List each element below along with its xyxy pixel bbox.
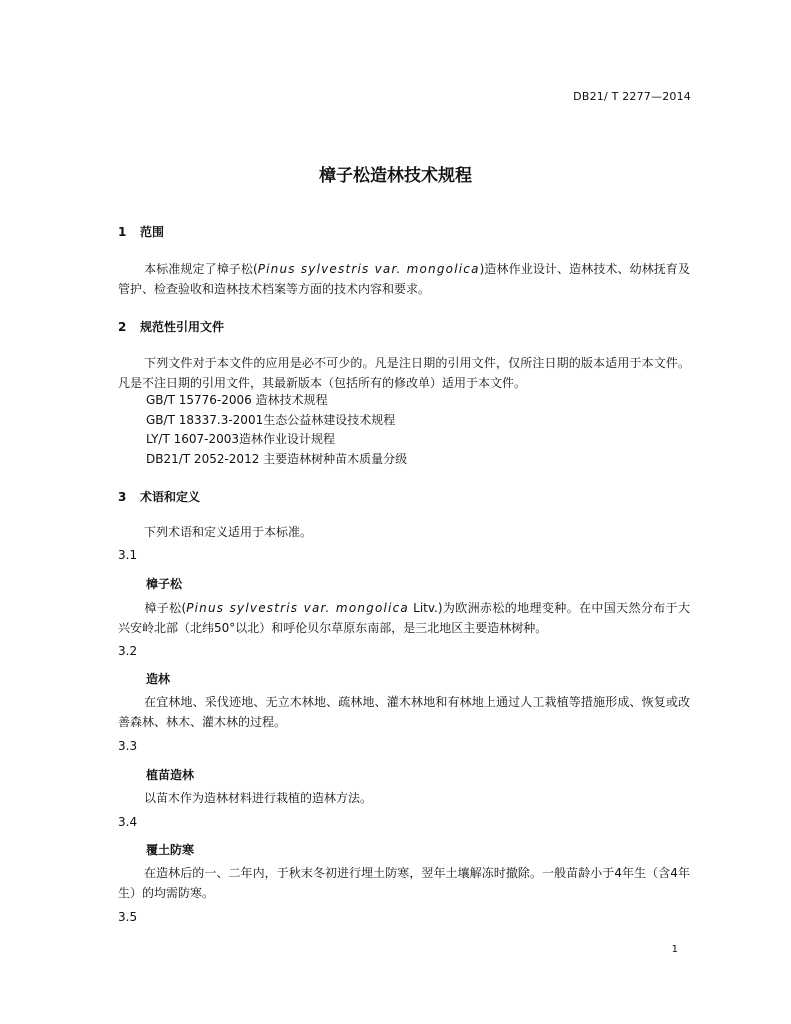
definition-text-post: Litv.)为欧洲赤松的地理变种。在中国天然分布于大兴安岭北部（北纬50°以北）和呼伦贝尔草原东南部，是三北地区主要造林树种。: [118, 601, 690, 635]
terms-intro: [118, 522, 690, 542]
section-number: 1: [118, 225, 127, 239]
scope-paragraph: [118, 259, 690, 299]
clause-number: 3.2: [118, 644, 138, 658]
reference-item: GB/T 18337.3-2001生态公益林建设技术规程: [146, 413, 396, 427]
clause-number: 3.3: [118, 739, 138, 753]
definition-latin-name: Pinus sylvestris var. mongolica: [186, 601, 409, 615]
term-name: 植苗造林: [146, 768, 195, 782]
section-title: 规范性引用文件: [140, 320, 225, 334]
clause-number: 3.1: [118, 548, 138, 562]
document-title: 樟子松造林技术规程: [319, 166, 472, 186]
definition-text-pre: 樟子松(: [144, 601, 187, 615]
term-name: 造林: [146, 672, 171, 686]
scope-text-post: )造林作业设计、造林技术、幼林抚育及管护、检查验收和造林技术档案等方面的技术内容和要求。: [118, 262, 691, 296]
reference-item: LY/T 1607-2003造林作业设计规程: [146, 432, 336, 446]
page-number: 1: [671, 944, 678, 955]
definition-text: 在造林后的一、二年内，于秋末冬初进行埋土防寒，翌年土壤解冻时撤除。一般苗龄小于4年生（含4年生）的均需防寒。: [118, 866, 690, 900]
term-definition: [118, 692, 690, 732]
section-number: 3: [118, 490, 127, 504]
term-name: 樟子松: [146, 577, 183, 591]
section-title: 范围: [140, 225, 165, 239]
terms-intro-text: 下列术语和定义适用于本标准。: [144, 525, 313, 539]
term-name: 覆土防寒: [146, 843, 195, 857]
section-heading-terms: [118, 488, 200, 505]
definition-text: 以苗木作为造林材料进行栽植的造林方法。: [144, 791, 373, 805]
scope-text-pre: 本标准规定了樟子松(: [144, 262, 258, 276]
standard-code: DB21/ T 2277—2014: [573, 90, 691, 103]
clause-number: 3.4: [118, 815, 138, 829]
normative-intro-text: 下列文件对于本文件的应用是必不可少的。凡是注日期的引用文件，仅所注日期的版本适用于本文件。凡是不注日期的引用文件，其最新版本（包括所有的修改单）适用于本文件。: [118, 356, 690, 390]
term-definition: [118, 598, 690, 638]
section-title: 术语和定义: [140, 490, 201, 504]
normative-intro: [118, 353, 690, 393]
term-definition: [118, 863, 690, 903]
scope-latin-name: Pinus sylvestris var. mongolica: [257, 262, 480, 276]
term-definition: [118, 788, 690, 808]
section-heading-scope: [118, 223, 164, 240]
reference-item: DB21/T 2052-2012 主要造林树种苗木质量分级: [146, 452, 408, 466]
section-heading-normative: [118, 318, 224, 335]
reference-item: GB/T 15776-2006 造林技术规程: [146, 393, 328, 407]
definition-text: 在宜林地、采伐迹地、无立木林地、疏林地、灌木林地和有林地上通过人工栽植等措施形成、恢复或改善森林、林木、灌木林的过程。: [118, 695, 690, 729]
clause-number: 3.5: [118, 910, 138, 924]
section-number: 2: [118, 320, 127, 334]
